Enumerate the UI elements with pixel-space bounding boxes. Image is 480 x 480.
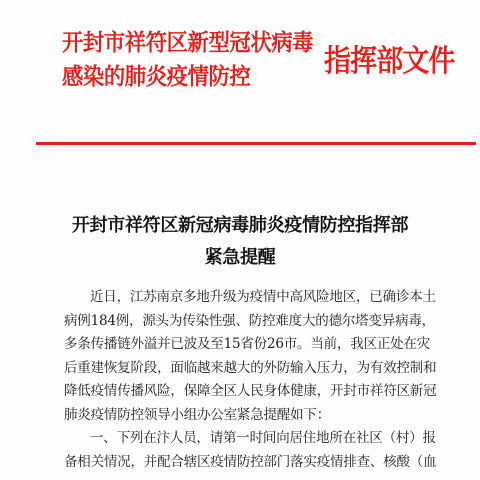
body-line: 一、下列在汴人员，请第一时间向居住地所在社区（村）报 <box>90 430 436 446</box>
body-line: 备相关情况，并配合辖区疫情防控部门落实疫情排查、核酸（血 <box>64 453 437 470</box>
body-line: 近日，江苏南京多地升级为疫情中高风险地区，已确诊本土 <box>90 289 436 305</box>
masthead-org-name <box>62 26 317 94</box>
masthead-org-line-2: 感染的肺炎疫情防控 <box>62 64 251 90</box>
body-line: 降低疫情传播风险，保障全区人民身体健康，开封市祥符区新冠 <box>64 383 437 399</box>
masthead-doc-type: 指挥部文件 <box>324 44 455 79</box>
document-title <box>0 210 480 274</box>
red-masthead <box>62 26 462 122</box>
document-title-line-1: 开封市祥符区新冠病毒肺炎疫情防控指挥部 <box>71 215 409 236</box>
red-divider-rule <box>36 142 476 145</box>
body-line: 病例184例，源头为传染性强、防控难度大的德尔塔变异病毒， <box>64 312 435 329</box>
body-line: 多条传播链外溢并已波及至15省份26市。当前，我区正处在灾 <box>64 336 431 352</box>
document-body <box>64 286 464 474</box>
document-title-line-2: 紧急提醒 <box>204 247 276 268</box>
body-line: 肺炎疫情防控领导小组办公室紧急提醒如下： <box>64 406 330 423</box>
body-line: 后重建恢复阶段，面临越来越大的外防输入压力，为有效控制和 <box>64 359 437 376</box>
masthead-org-line-1: 开封市祥符区新型冠状病毒 <box>62 30 314 56</box>
